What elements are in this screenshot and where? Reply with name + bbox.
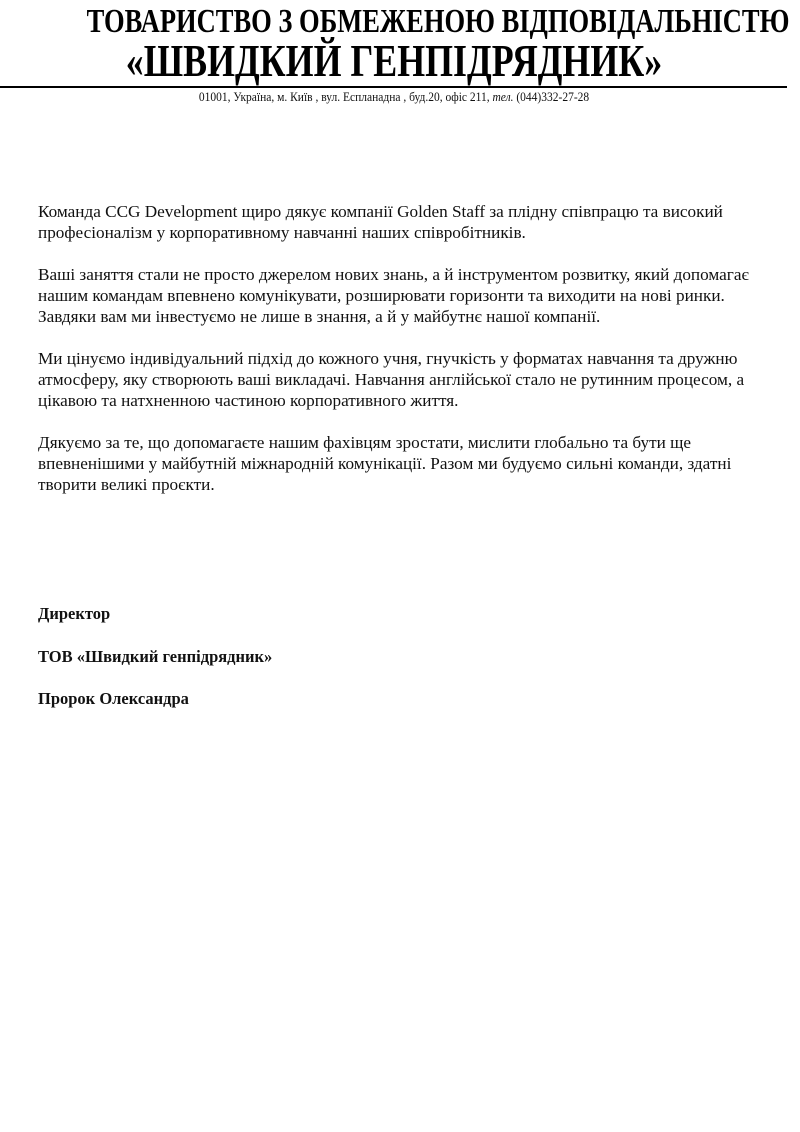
letter-paragraph: Ваші заняття стали не просто джерелом нових знань, а й інструментом розвитку, який допомагає нашим командам впевнено комунікувати, розширювати горизонти та виходити на нові ринки. Завдяки вам ми інвестуємо не лише в знання, а й у майбутнє нашої компанії. (38, 265, 749, 326)
signatory-position: Директор (38, 604, 111, 623)
header-divider (0, 86, 787, 88)
company-legal-form: ТОВАРИСТВО З ОБМЕЖЕНОЮ ВІДПОВІДАЛЬНІСТЮ (86, 3, 790, 40)
letter-paragraph: Ми цінуємо індивідуальний підхід до кожного учня, гнучкість у форматах навчання та дружню атмосферу, яку створюють ваші викладачі. Навчання англійської стало не рутинним процесом, а цікавою та натхненною частиною корпоративного життя. (38, 349, 745, 410)
company-address (32, 90, 757, 104)
signatory-company: ТОВ «Швидкий генпідрядник» (38, 647, 273, 666)
signatory-name: Пророк Олександра (38, 689, 189, 708)
phone-label: тел. (492, 90, 514, 104)
letter-body (38, 201, 778, 516)
address-text: 01001, Україна, м. Київ , вул. Еспланадна , буд.20, офіс 211, (198, 90, 493, 104)
letter-paragraph: Команда CCG Development щиро дякує компанії Golden Staff за плідну співпрацю та високий професіоналізм у корпоративному навчанні наших співробітників. (38, 202, 723, 242)
phone-number: (044)332-27-28 (513, 90, 590, 104)
company-name: «ШВИДКИЙ ГЕНПІДРЯДНИК» (125, 35, 663, 86)
letter-paragraph: Дякуємо за те, що допомагаєте нашим фахівцям зростати, мислити глобально та бути ще впевненішими у майбутній міжнародній комунікації. Разом ми будуємо сильні команди, здатні творити великі проєкти. (38, 433, 732, 494)
